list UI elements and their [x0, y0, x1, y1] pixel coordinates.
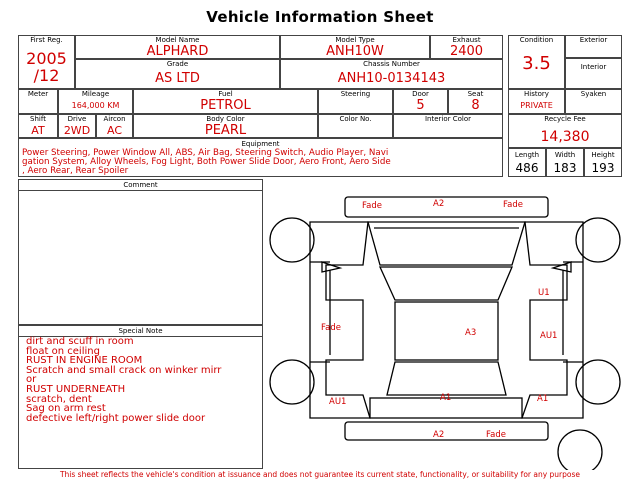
model-type-cell: [280, 35, 430, 59]
equipment-line: gation System, Alloy Wheels, Fog Light, Both Power Slide Door, Aero Front, Aero Side: [22, 157, 391, 167]
exhaust-cell: [430, 35, 503, 59]
seat-label: Seat: [467, 90, 484, 98]
aircon-label: Aircon: [103, 115, 126, 123]
drive-cell: [58, 114, 96, 138]
fuel-value: PETROL: [200, 98, 251, 113]
damage-mark: A2: [433, 430, 445, 440]
special-note-line: RUST UNDERNEATH: [26, 383, 126, 395]
damage-mark: A2: [433, 199, 445, 209]
equipment-line: , Aero Rear, Rear Spoiler: [22, 166, 129, 176]
grade-label: Grade: [166, 60, 189, 68]
special-note-line: Sag on arm rest: [26, 403, 106, 415]
rear-left-wheel: [270, 360, 314, 404]
model-name-label: Model Name: [155, 36, 200, 44]
special-note-line: scratch, dent: [26, 393, 92, 405]
model-name-value: ALPHARD: [146, 44, 209, 59]
recycle-fee-label: Recycle Fee: [544, 115, 586, 123]
special-note-line: RUST IN ENGINE ROOM: [26, 355, 143, 367]
door-value: 5: [416, 98, 425, 113]
equipment-cell: [18, 138, 503, 177]
special-note-line: float on ceiling: [26, 345, 100, 357]
damage-mark: Fade: [362, 201, 382, 211]
condition-value: 3.5: [522, 53, 551, 74]
fuel-cell: [133, 89, 318, 114]
exhaust-value: 2400: [449, 44, 484, 59]
syaken-cell: [565, 89, 622, 114]
body-color-value: PEARL: [204, 123, 247, 138]
meter-label: Meter: [27, 90, 49, 98]
damage-mark: A1: [537, 394, 549, 404]
disclaimer-footer: This sheet reflects the vehicle's condition at issuance and does not guarantee its current state, functionality, or suitability for any purpose: [59, 470, 581, 479]
interior-cell: [565, 58, 622, 89]
special-note-label: Special Note: [19, 327, 262, 337]
interior-label: Interior: [580, 63, 607, 71]
shift-label: Shift: [30, 115, 46, 123]
damage-mark: AU1: [329, 397, 347, 407]
history-value: PRIVATE: [520, 101, 553, 110]
equipment-list: [22, 149, 391, 176]
drive-label: Drive: [67, 115, 87, 123]
grade-cell: [75, 59, 280, 89]
special-note-line: dirt and scuff in room: [26, 336, 134, 347]
meter-cell: [18, 89, 58, 114]
model-type-value: ANH10W: [326, 44, 384, 59]
aircon-value: AC: [106, 124, 122, 137]
rear-bumper-shape: [345, 422, 548, 440]
car-diagram: [268, 178, 638, 470]
width-value: 183: [553, 161, 577, 175]
body-color-cell: [133, 114, 318, 138]
chassis-number-cell: [280, 59, 503, 89]
length-cell: [508, 148, 546, 177]
equipment-line: Power Steering, Power Window All, ABS, Air Bag, Steering Switch, Audio Player, Navi: [22, 148, 389, 158]
exterior-cell: [565, 35, 622, 58]
shift-cell: [18, 114, 58, 138]
width-label: Width: [554, 151, 576, 159]
equipment-label: Equipment: [241, 140, 280, 148]
height-cell: [584, 148, 622, 177]
chassis-number-label: Chassis Number: [363, 60, 420, 68]
first-reg-cell: [18, 35, 75, 89]
color-no-cell: [318, 114, 393, 138]
special-note-line: Scratch and small crack on winker mirr: [26, 364, 222, 376]
condition-cell: [508, 35, 565, 89]
steering-cell: [318, 89, 393, 114]
mileage-cell: [58, 89, 133, 114]
special-note-box: [18, 325, 263, 469]
damage-mark: A3: [465, 328, 477, 338]
interior-color-label: Interior Color: [424, 115, 472, 123]
sheet-title: Vehicle Information Sheet: [206, 8, 434, 26]
special-note-line: or: [26, 374, 37, 386]
damage-mark: A1: [440, 393, 452, 403]
first-reg-label: First Reg.: [30, 36, 63, 44]
height-label: Height: [591, 151, 615, 159]
special-note-line: defective left/right power slide door: [26, 412, 206, 424]
chassis-number-value: ANH10-0134143: [337, 71, 446, 86]
damage-mark: Fade: [321, 323, 341, 333]
seat-value: 8: [471, 98, 480, 113]
comment-box: [18, 179, 263, 325]
door-cell: [393, 89, 448, 114]
fuel-label: Fuel: [218, 90, 233, 98]
seat-cell: [448, 89, 503, 114]
first-reg-month: /12: [33, 66, 60, 85]
shift-value: AT: [31, 124, 45, 137]
exhaust-label: Exhaust: [452, 36, 481, 44]
door-label: Door: [412, 90, 429, 98]
model-type-label: Model Type: [335, 36, 375, 44]
windshield-shape: [380, 267, 512, 300]
length-value: 486: [515, 161, 539, 175]
grade-value: AS LTD: [155, 71, 200, 86]
spare-wheel: [558, 430, 602, 470]
special-note-list: [26, 337, 221, 423]
comment-label: Comment: [19, 181, 262, 191]
recycle-fee-value: 14,380: [540, 129, 590, 145]
right-side-shape: [522, 222, 583, 418]
roof-shape: [395, 302, 498, 360]
mileage-label: Mileage: [81, 90, 110, 98]
length-label: Length: [514, 151, 540, 159]
damage-mark: Fade: [486, 430, 506, 440]
recycle-fee-cell: [508, 114, 622, 148]
left-side-shape: [310, 222, 370, 418]
body-color-label: Body Color: [206, 115, 245, 123]
width-cell: [546, 148, 584, 177]
damage-mark: U1: [538, 288, 550, 298]
drive-value: 2WD: [63, 124, 91, 137]
first-reg-year: 2005: [26, 49, 67, 68]
syaken-label: Syaken: [580, 90, 607, 98]
mileage-value: 164,000 KM: [71, 101, 120, 110]
damage-mark: Fade: [503, 200, 523, 210]
height-value: 193: [591, 161, 615, 175]
exterior-label: Exterior: [579, 36, 608, 44]
interior-color-cell: [393, 114, 503, 138]
damage-mark: AU1: [540, 331, 558, 341]
steering-label: Steering: [340, 90, 371, 98]
condition-label: Condition: [519, 36, 554, 44]
color-no-label: Color No.: [339, 115, 372, 123]
aircon-cell: [96, 114, 133, 138]
model-name-cell: [75, 35, 280, 59]
history-cell: [508, 89, 565, 114]
front-left-wheel: [270, 218, 314, 262]
rear-window-shape: [387, 362, 506, 395]
history-label: History: [524, 90, 549, 98]
